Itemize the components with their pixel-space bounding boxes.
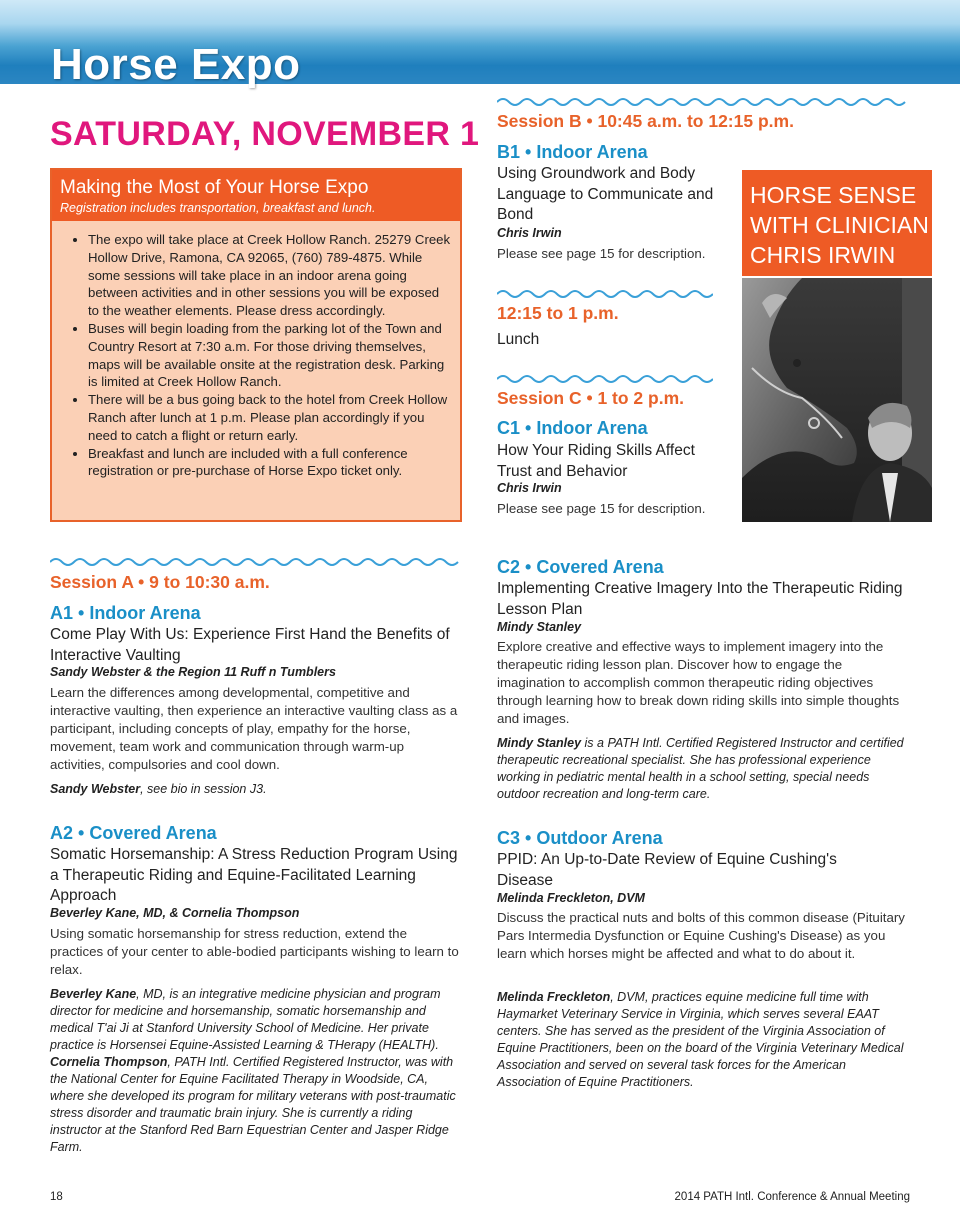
info-bullet: • Buses will begin loading from the parking lot of the Town and Country Resort at 7:30 a.m. For those driving themselves, maps will be available onsite at the registration desk. Parking is limited at Creek Hollow Ranch.	[88, 320, 452, 391]
b1-presenter: Chris Irwin	[497, 226, 562, 240]
b1-title: Using Groundwork and Body Language to Communicate and Bond	[497, 165, 714, 223]
lunch-heading: 12:15 to 1 p.m.	[497, 303, 619, 323]
wave-divider	[497, 373, 713, 385]
wave-divider	[50, 556, 462, 568]
a2-bio1-name: Beverley Kane	[50, 987, 137, 1001]
info-list	[52, 231, 460, 480]
info-bullet: • The expo will take place at Creek Hollow Ranch. 25279 Creek Hollow Drive, Ramona, CA 92065, (760) 789-4875. While some sessions will take place in an indoor arena going between activities and in other sessions you will be exposed to the weather elements. Please dress accordingly.	[88, 231, 452, 320]
page-number: 18	[50, 1191, 63, 1203]
c1-title: How Your Riding Skills Affect Trust and Behavior	[497, 442, 695, 480]
session-c-heading: Session C • 1 to 2 p.m.	[497, 388, 685, 408]
day-title: SATURDAY, NOVEMBER 1	[50, 115, 480, 153]
page-title: Horse Expo	[51, 40, 301, 89]
c2-description: Explore creative and effective ways to implement imagery into the therapeutic riding lesson plan. Discover how to engage the imagination to accomplish common therapeutic riding objectives through learning how to break down riding skills into simple thoughts and images.	[497, 639, 900, 726]
a1-bio-text: , see bio in session J3.	[140, 782, 267, 796]
a2-bio2-text: , PATH Intl. Certified Registered Instructor, was with the National Center for Equine Facilitated Therapy in Woodside, CA, where she developed its program for military veterans with post-traumatic stress disorder and traumatic brain injury. She is currently a riding instructor at the Stanford Red Barn Equestrian Center and Jasper Ridge Farm.	[50, 1055, 456, 1154]
a1-bio	[50, 781, 462, 798]
horse-photo	[742, 278, 932, 522]
b1-description: Please see page 15 for description.	[497, 246, 706, 261]
c2-bio	[497, 735, 909, 803]
info-box-title: Making the Most of Your Horse Expo	[60, 177, 369, 198]
c2-bio-name: Mindy Stanley	[497, 736, 582, 750]
publication-footer: 2014 PATH Intl. Conference & Annual Meeting	[674, 1191, 910, 1203]
info-bullet: • Breakfast and lunch are included with a full conference registration or pre-purchase of Horse Expo ticket only.	[88, 445, 452, 481]
session-a-heading: Session A • 9 to 10:30 a.m.	[50, 572, 270, 592]
a1-description: Learn the differences among developmental, competitive and interactive vaulting, then experience an interactive vaulting class as a participant, including concepts of play, empathy for the horse, movement, team work and communication through warm-up activities, compulsories and cool down.	[50, 685, 458, 772]
a1-title: Come Play With Us: Experience First Hand the Benefits of Interactive Vaulting	[50, 626, 450, 664]
c3-presenter: Melinda Freckleton, DVM	[497, 891, 645, 905]
horse-photo-image	[742, 278, 932, 522]
lunch-label: Lunch	[497, 331, 540, 348]
c2-bio-text: is a PATH Intl. Certified Registered Instructor and certified therapeutic recreational specialist. She has professional experience working in pediatric mental health in a school setting, special needs outdoor recreation and long-term care.	[497, 736, 904, 801]
header-banner	[0, 0, 960, 89]
wave-divider	[497, 288, 713, 300]
c2-title: Implementing Creative Imagery Into the Therapeutic Riding Lesson Plan	[497, 580, 903, 618]
c3-bio	[497, 989, 909, 1091]
b1-room: B1 • Indoor Arena	[497, 142, 648, 162]
c3-room: C3 • Outdoor Arena	[497, 828, 663, 848]
info-box-header	[52, 170, 460, 221]
c3-bio-name: Melinda Freckleton	[497, 990, 611, 1004]
info-box-subtitle: Registration includes transportation, breakfast and lunch.	[60, 201, 376, 215]
a1-presenter: Sandy Webster & the Region 11 Ruff n Tumblers	[50, 665, 336, 679]
a2-room: A2 • Covered Arena	[50, 823, 217, 843]
a2-bio2-name: Cornelia Thompson	[50, 1055, 168, 1069]
c1-description: Please see page 15 for description.	[497, 501, 706, 516]
c3-description: Discuss the practical nuts and bolts of this common disease (Pituitary Pars Intermedia Dysfunction or Equine Cushing's Disease) as you learn which horses might be affected and what to do about it.	[497, 910, 905, 961]
wave-divider	[497, 96, 909, 108]
a2-bio1-text: , MD, is an integrative medicine physician and program director for medicine and horsemanship, somatic horsemanship and medical T'ai Ji at Stanford University School of Medicine. Her private practice is Horsensei Equine-Assisted Learning & THerapy (HEALTH).	[50, 987, 441, 1052]
c2-presenter: Mindy Stanley	[497, 620, 582, 634]
c2-room: C2 • Covered Arena	[497, 557, 664, 577]
a2-title: Somatic Horsemanship: A Stress Reduction Program Using a Therapeutic Riding and Equine-Facilitated Learning Approach	[50, 846, 458, 904]
c3-title: PPID: An Up-to-Date Review of Equine Cushing's Disease	[497, 851, 837, 889]
a1-bio-name: Sandy Webster	[50, 782, 141, 796]
c1-room: C1 • Indoor Arena	[497, 418, 648, 438]
c1-presenter: Chris Irwin	[497, 481, 562, 495]
a1-room: A1 • Indoor Arena	[50, 603, 201, 623]
session-b-heading: Session B • 10:45 a.m. to 12:15 p.m.	[497, 111, 794, 131]
a2-description: Using somatic horsemanship for stress reduction, extend the practices of your center to able-bodied participants wishing to learn to relax.	[50, 926, 459, 977]
a2-bio	[50, 986, 462, 1156]
info-bullet: • There will be a bus going back to the hotel from Creek Hollow Ranch after lunch at 1 p.m. Please plan accordingly if you need to catch a flight or return early.	[88, 391, 452, 444]
promo-box: HORSE SENSE WITH CLINICIAN CHRIS IRWIN	[742, 170, 932, 276]
a2-presenter: Beverley Kane, MD, & Cornelia Thompson	[50, 906, 300, 920]
info-box	[50, 168, 462, 522]
c3-bio-text: , DVM, practices equine medicine full time with Haymarket Veterinary Service in Virginia, which serves several EAAT centers. She has served as the president of the Virginia Association of Equine Practitioners, been on the board of the Virginia Veterinary Medical Association and served on several task forces for the American Association of Equine Practitioners.	[497, 990, 904, 1089]
